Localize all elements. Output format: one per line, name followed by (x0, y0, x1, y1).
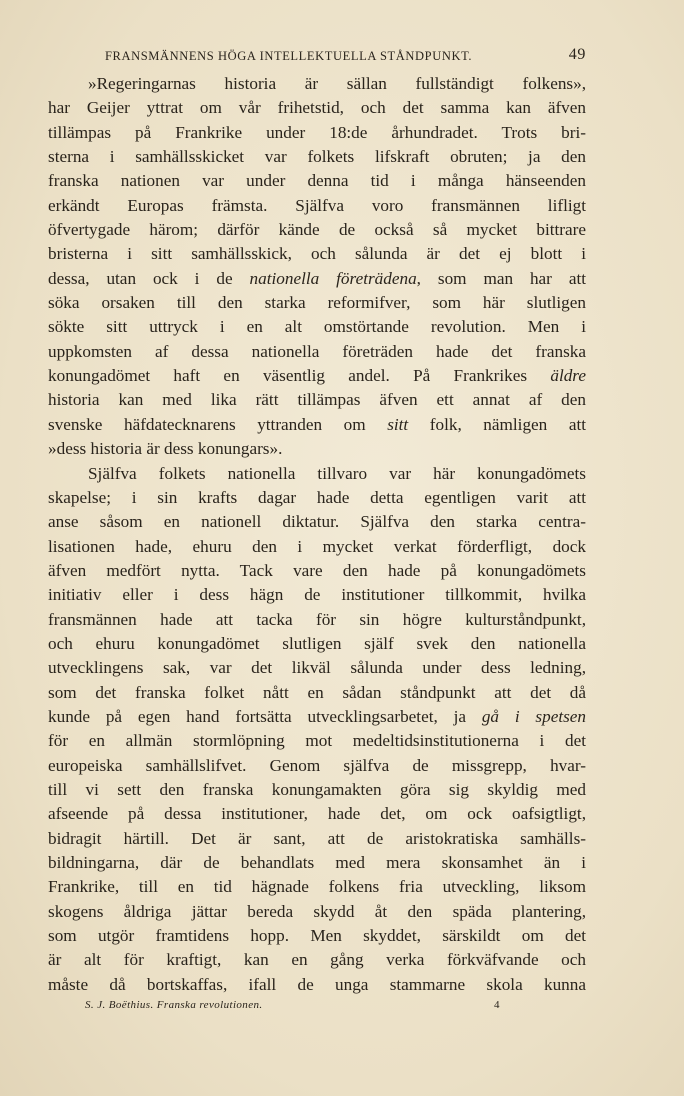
text-line (48, 705, 586, 729)
text-segment: kunde på egen hand fortsätta utvecklingsarbetet, ja (48, 706, 482, 726)
emphasized-phrase: nationella företrädena (249, 268, 417, 288)
text-line: fransmännen hade att tacka för sin högre kulturståndpunkt, (48, 609, 586, 629)
text-line: bristerna i sitt samhällsskick, och sålunda är det ej blott i (48, 244, 586, 264)
text-line: europeiska samhällslifvet. Genom själfva de missgrepp, hvar- (48, 755, 586, 775)
emphasized-phrase: äldre (550, 366, 586, 386)
text-line: initiativ eller i dess hägn de institutioner tillkommit, hvilka (48, 585, 586, 605)
text-segment: svenske häfdatecknarens yttranden om (48, 414, 388, 434)
text-line: franska nationen var under denna tid i många hänseenden (48, 171, 586, 191)
text-line: skapelse; i sin krafts dagar hade detta egentligen varit att (48, 487, 586, 507)
text-line: och ehuru konungadömet slutligen själf svek den nationella (48, 633, 586, 653)
page-footer (48, 999, 586, 1017)
text-line: söka orsaken till den starka reformifver, som här slutligen (48, 293, 586, 313)
body-text (48, 72, 586, 997)
emphasized-phrase: gå i spetsen (481, 706, 587, 726)
text-line: skogens åldriga jättar bereda skydd åt den späda plantering, (48, 901, 586, 921)
text-line: afseende på dessa institutioner, hade det, om ock oafsigtligt, (48, 804, 586, 824)
text-line: till vi sett den franska konungamakten göra sig skyldig med (48, 779, 586, 799)
text-line: Frankrike, till en tid hägnade folkens fria utveckling, liksom (48, 877, 586, 897)
text-segment: konungadömet haft en väsentlig andel. På Frankrikes (48, 366, 551, 386)
text-line: »Regeringarnas historia är sällan fullständigt folkens», (88, 74, 586, 93)
signature-mark: S. J. Boëthius. Franska revolutionen. (85, 999, 263, 1012)
text-line: sterna i samhällsskicket var folkets lifskraft obruten; ja den (48, 147, 586, 167)
sheet-number: 4 (494, 999, 500, 1012)
text-line: måste då bortskaffas, ifall de unga stammarne skola kunna (48, 974, 586, 994)
text-segment: , som man har att (416, 268, 587, 288)
text-segment: folk, nämligen att (408, 414, 587, 434)
page-number: 49 (568, 46, 586, 63)
text-line (48, 413, 586, 437)
text-line (48, 267, 586, 291)
text-line: historia kan med lika rätt tillämpas äfven ett annat af den (48, 390, 586, 410)
text-line: tillämpas på Frankrike under 18:de århundradet. Trots bri- (48, 122, 586, 142)
running-title: FRANSMÄNNENS HÖGA INTELLEKTUELLA STÅNDPUNKT. (105, 49, 473, 63)
text-line: uppkomsten af dessa nationella företräden hade det franska (48, 341, 586, 361)
text-line: äfven medfört nytta. Tack vare den hade på konungadömets (48, 560, 586, 580)
text-line: sökte sitt uttryck i en alt omstörtande revolution. Men i (48, 317, 586, 337)
text-line: har Geijer yttrat om vår frihetstid, och det samma kan äfven (48, 98, 586, 118)
text-line: »dess historia är dess konungars». (48, 439, 283, 459)
text-line: Själfva folkets nationella tillvaro var här konungadömets (88, 463, 586, 483)
text-line (48, 364, 586, 388)
text-line: är alt för kraftigt, kan en gång verka förkväfvande och (48, 950, 586, 970)
text-line: som utgör framtidens hopp. Men skyddet, särskildt om det (48, 926, 586, 946)
running-head (48, 44, 586, 72)
text-line: anse såsom en nationell diktatur. Själfva den starka centra- (48, 512, 586, 532)
emphasized-phrase: sitt (387, 414, 409, 434)
text-line: lisationen hade, ehuru den i mycket verkat förderfligt, dock (48, 536, 586, 556)
text-segment: dessa, utan ock i de (48, 268, 250, 288)
text-line: bildningarna, där de behandlats med mera skonsamhet än i (48, 853, 586, 872)
text-line: utvecklingens sak, var det likväl sålunda under dess ledning, (48, 658, 586, 678)
text-line: erkändt Europas främsta. Själfva voro fransmännen lifligt (48, 195, 586, 215)
book-page (48, 44, 587, 1012)
text-line: bidragit härtill. Det är sant, att de aristokratiska samhälls- (48, 828, 586, 848)
text-line: öfvertygade härom; därför kände de också så mycket bittrare (48, 220, 586, 240)
text-line: för en allmän stormlöpning mot medeltidsinstitutionerna i det (48, 731, 586, 751)
text-line: som det franska folket nått en sådan ståndpunkt att det då (48, 682, 586, 702)
